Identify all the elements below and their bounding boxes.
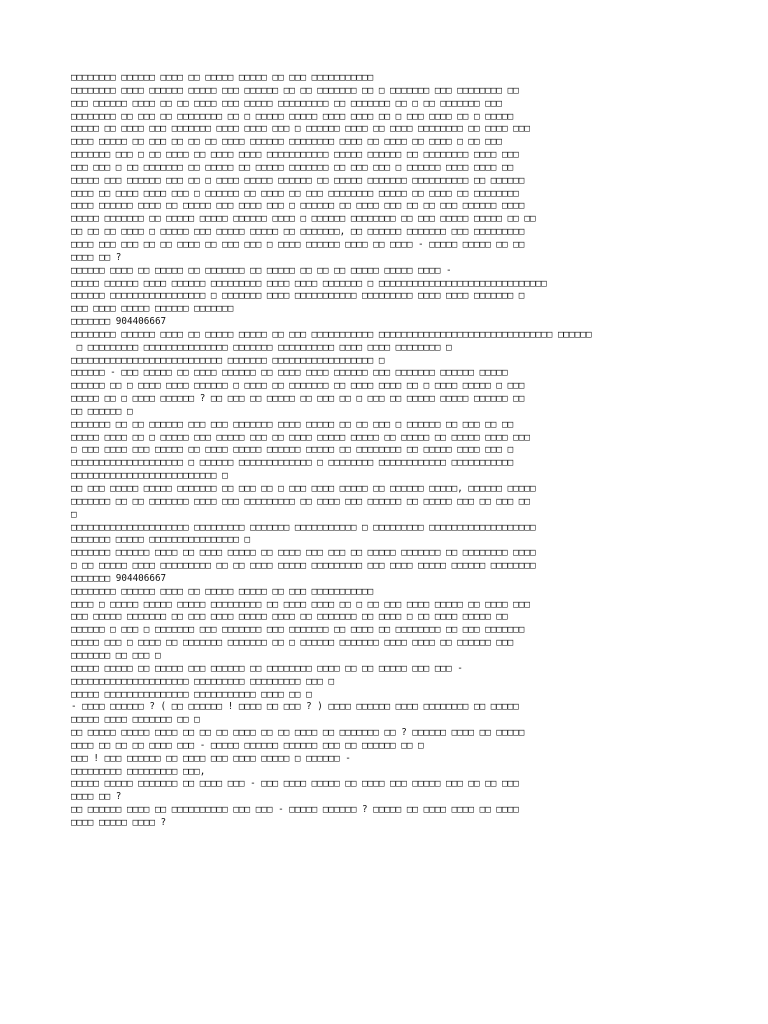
text-line: □□□□□□□□□□□□□□□□□□□□□□□□□□□ □□□□□□□ □□□□□□□□□□□□□□□□□□ □ <box>71 354 385 366</box>
text-line: □□□□□□□□ □□□□□□ □□□□ □□ □□□□□ □□□□□ □□ □□□ □□□□□□□□□□□ <box>71 72 374 83</box>
text-line: □□□□□□□ □□ □□ □□□□□□ □□□ □□□ □□□□□□□ □□□□ □□□□□ □□ □□ □□□ □ □□□□□□ □□ □□□ □□ □□ <box>71 418 514 430</box>
text-line: □□□□□□ - □□□ □□□□□ □□ □□□□ □□□□□□ □□ □□□□ □□□□ □□□□□□ □□□ □□□□□□□ □□□□□□ □□□□□ <box>71 367 508 379</box>
text-line: □□□□□ □□□□□□ □□□□ □□□□□□ □□□□□□□□□ □□□□ □□□□ □□□□□□□ □ □□□□□□□□□□□□□□□□□□□□□□□□□□□□□□ <box>71 277 547 289</box>
text-line: □□ □□□ □□□□□ □□□□□ □□□□□□□ □□ □□□ □□ □ □□□ □□□□ □□□□□ □□ □□□□□□ □□□□□, □□□□□□ □□□□□ <box>71 483 536 494</box>
text-line: □□□□□□□□ □□□□ □□□□□□ □□□□□ □□□ □□□□□□ □□ □□ □□□□□□□ □□ □ □□□□□□□ □□□ □□□□□□□□ □□ <box>71 84 519 96</box>
text-line: □□□ □□□ □ □□ □□□□□□□ □□ □□□□□ □□ □□□□□ □□□□□□□ □□ □□□ □□□ □ □□□□□□ □□□□ □□□□ □□ <box>71 161 514 173</box>
text-line: □□ □□ □□ □□□□ □ □□□□□ □□□ □□□□□ □□□□□ □□ □□□□□□□, □□ □□□□□□ □□□□□□□ □□□ □□□□□□□□□ <box>71 226 525 238</box>
text-line: □□□□□□□ □□ □□□ □ <box>71 649 161 661</box>
text-line: □□□□ □□ □□□□ □□□□ □□□ □ □□□□□□ □□ □□□□ □□ □□□ □□□□□□□□ □□□□□ □□ □□□□ □□ □□□□□□□□ <box>71 187 519 199</box>
text-line: □□□□ □□□ □□□ □□ □□ □□□□ □□ □□□ □□□ □ □□□□ □□□□□□ □□□□ □□ □□□□ - □□□□□ □□□□□ □□ □□ <box>71 238 525 250</box>
text-line: □□□ □□□□□□ □□□□ □□ □□ □□□□ □□□ □□□□□ □□□□□□□□□ □□ □□□□□□□ □□ □ □□ □□□□□□□ □□□ <box>71 97 502 109</box>
text-line: □□□□ □□□□□□ □□□□ □□ □□□□□ □□□ □□□□ □□□ □ □□□□□□ □□ □□□□ □□□ □□ □□ □□□ □□□□□□ □□□□ <box>71 200 525 212</box>
text-line: □□ □□□□□□ □ <box>71 405 133 417</box>
text-line: □□□□□□ □□□□ □□ □□□□□ □□ □□□□□□□ □□ □□□□□ □□ □□ □□ □□□□□ □□□□□ □□□□ - <box>71 264 452 276</box>
text-line: □□□□□□ □□□□□□□□□□□□□□□□□ □ □□□□□□□ □□□□ □□□□□□□□□□□ □□□□□□□□□ □□□□ □□□□ □□□□□□□ □ <box>71 290 525 302</box>
text-line: □□ □□□□□ □□□□□ □□□□ □□ □□ □□ □□□□ □□ □□ □□□□ □□ □□□□□□□ □□ ? □□□□□□ □□□□ □□ □□□□□ <box>71 727 525 739</box>
text-line: □□ □□□□□□ □□□□ □□ □□□□□□□□□□ □□□ □□□ - □□□□□ □□□□□□ ? □□□□□ □□ □□□□ □□□□ □□ □□□□ <box>71 804 519 816</box>
text-line: □□□□□□□□ □□□□□□ □□□□ □□ □□□□□ □□□□□ □□ □□□ □□□□□□□□□□□ □□□□□□□□□□□□□□□□□□□□□□□□□□□□□□□ □□□□□□ <box>71 328 592 340</box>
text-line: □□□□□□□□□□□□□□□□□□□□ □ □□□□□□ □□□□□□□□□□□□□ □ □□□□□□□□ □□□□□□□□□□□□ □□□□□□□□□□□ <box>71 457 514 469</box>
text-line: □□□□□ □□□□□ □□ □□□□□ □□□ □□□□□□ □□ □□□□□□□□ □□□□ □□ □□ □□□□□ □□□ □□□ - <box>71 662 463 674</box>
text-line: □□□ ! □□□ □□□□□□ □□ □□□□ □□□ □□□□ □□□□□ □ □□□□□□ - <box>71 752 351 764</box>
text-line: □□□□□ □□ □□□□ □□□ □□□□□□□ □□□□ □□□□ □□□ □ □□□□□□ □□□□ □□ □□□□ □□□□□□□□ □□ □□□□ □□□ <box>71 123 530 135</box>
text-line: □□□□□□□ □□□□□ □□□□□□□□□□□□□□□□ □ <box>71 534 251 546</box>
text-line: □□□□□ □□□□□□□□□□□□□□□ □□□□□□□□□□□ □□□□ □□ □ <box>71 688 312 700</box>
document-body <box>71 72 761 830</box>
text-line: □□□□□□□□□□□□□□□□□□□□□□□□□□ □ <box>71 470 228 482</box>
text-line: □□□□□□□□□□□□□□□□□□□□□ □□□□□□□□□ □□□□□□□□□ □□□ □ <box>71 675 335 687</box>
text-line: □□□ □□□□□ □□□□□□□ □□ □□□ □□□□ □□□□□ □□□□ □□ □□□□□□□ □□ □□□□ □ □□ □□□□ □□□□□ □□ <box>71 611 508 623</box>
text-line: □□□□□ □□□□ □□ □ □□□□□ □□□ □□□□□ □□□ □□ □□□□ □□□□□ □□□□□ □□ □□□□□ □□ □□□□□ □□□□ □□□ <box>71 431 530 443</box>
text-line: □□□□□□□ 904406667 <box>71 316 167 328</box>
text-line: □□□□□□□□□□□□□□□□□□□□□ □□□□□□□□□ □□□□□□□ □□□□□□□□□□□ □ □□□□□□□□□ □□□□□□□□□□□□□□□□□□□ <box>71 521 536 533</box>
text-line: - □□□□ □□□□□□ ? ( □□ □□□□□□ ! □□□□ □□ □□□ ? ) □□□□ □□□□□□ □□□□ □□□□□□□□ □□ □□□□□ <box>71 701 519 713</box>
text-line: □□□□□□□ □□□□□□ □□□□ □□ □□□□ □□□□□ □□ □□□□ □□□ □□□ □□ □□□□□ □□□□□□□ □□ □□□□□□□□ □□□□ <box>71 547 536 559</box>
text-line: □□□□□□ □ □□□ □ □□□□□□□ □□□ □□□□□□□ □□□ □□□□□□□ □□ □□□□ □□ □□□□□□□□ □□ □□□ □□□□□□□ <box>71 624 525 636</box>
text-line: □□□□□□□□ □□ □□□ □□ □□□□□□□□ □□ □ □□□□□ □□□□□ □□□□ □□□□ □□ □ □□□ □□□□ □□ □ □□□□□ <box>71 110 514 122</box>
text-line: □ □□□□□□□□□ □□□□□□□□□□□□□□□ □□□□□□□ □□□□□□□□□□ □□□□ □□□□ □□□□□□□□ □ <box>71 341 452 353</box>
text-line: □□□□ □□□□□ □□ □□□ □□ □□ □□ □□□□ □□□□□□ □□□□□□□□ □□□□ □□ □□□□ □□ □□□□ □ □□ □□□ <box>71 136 502 148</box>
text-line: □□□□ □ □□□□□ □□□□□ □□□□□ □□□□□□□□□ □□ □□□□ □□□□ □□ □ □□ □□□ □□□□ □□□□□ □□ □□□□ □□□ <box>71 598 530 610</box>
text-line: □□□□□ □□ □ □□□□ □□□□□□ ? □□ □□□ □□ □□□□□ □□ □□□ □□ □ □□□ □□ □□□□□ □□□□□ □□□□□□ □□ <box>71 393 525 405</box>
text-line: □□□□□□□□ □□□□□□ □□□□ □□ □□□□□ □□□□□ □□ □□□ □□□□□□□□□□□ <box>71 585 374 597</box>
text-line: □□□□□□□ □□ □□ □□□□□□□ □□□□ □□□ □□□□□□□□□ □□ □□□□ □□□ □□□□□□ □□ □□□□□ □□□ □□ □□□ □□ <box>71 495 530 507</box>
text-line: □□□□ □□ ? <box>71 251 122 263</box>
text-line: □□□□□ □□□□ □□□□□□□ □□ □ <box>71 714 200 726</box>
text-line: □□□□□ □□□ □□□□□□ □□□ □□ □ □□□□ □□□□□ □□□□□□ □□ □□□□□ □□□□□□□ □□□□□□□□□□ □□ □□□□□□ <box>71 174 525 186</box>
text-line: □□□□□□ □□ □ □□□□ □□□□ □□□□□□ □ □□□□ □□ □□□□□□□ □□ □□□□ □□□□ □□ □ □□□□ □□□□□ □ □□□ <box>71 380 525 392</box>
text-line: □□□□□□□ 904406667 <box>71 572 167 584</box>
text-line: □□□□ □□□□□ □□□□ ? <box>71 816 167 828</box>
text-line: □ □□ □□□□□ □□□□ □□□□□□□□□ □□ □□ □□□□ □□□□□ □□□□□□□□□ □□□ □□□□ □□□□□ □□□□□□ □□□□□□□□ <box>71 560 536 572</box>
text-line: □ □□□ □□□□ □□□ □□□□□ □□ □□□□ □□□□□ □□□□□□ □□□□□ □□ □□□□□□□□ □□ □□□□□ □□□□ □□□ □ <box>71 444 514 456</box>
text-line: □□□□ □□ ? <box>71 791 122 803</box>
text-line: □□□□ □□ □□ □□ □□□□ □□□ - □□□□□ □□□□□□ □□□□□□ □□□ □□ □□□□□□ □□ □ <box>71 739 424 751</box>
text-line: □□□□□□□□□ □□□□□□□□□ □□□, <box>71 765 206 777</box>
text-line: □□□□□ □□□□□ □□□□□□□ □□ □□□□ □□□ - □□□ □□□□ □□□□□ □□ □□□□ □□□ □□□□□ □□□ □□ □□ □□□ <box>71 778 519 790</box>
text-line: □□□□□□□ □□□ □ □□ □□□□ □□ □□□□ □□□□ □□□□□□□□□□□ □□□□□ □□□□□□ □□ □□□□□□□□ □□□□ □□□ <box>71 149 519 161</box>
text-line: □□□□□ □□□ □ □□□□ □□ □□□□□□□ □□□□□□□ □□ □ □□□□□□ □□□□□□□ □□□□ □□□□ □□ □□□□□□ □□□ <box>71 637 514 649</box>
text-line: □□□□□ □□□□□□□ □□ □□□□□ □□□□□ □□□□□□ □□□□ □ □□□□□□ □□□□□□□□ □□ □□□ □□□□□ □□□□□ □□ □□ <box>71 213 536 225</box>
text-line: □ <box>71 508 77 520</box>
text-line: □□□ □□□□ □□□□□ □□□□□□ □□□□□□□ <box>71 303 234 315</box>
